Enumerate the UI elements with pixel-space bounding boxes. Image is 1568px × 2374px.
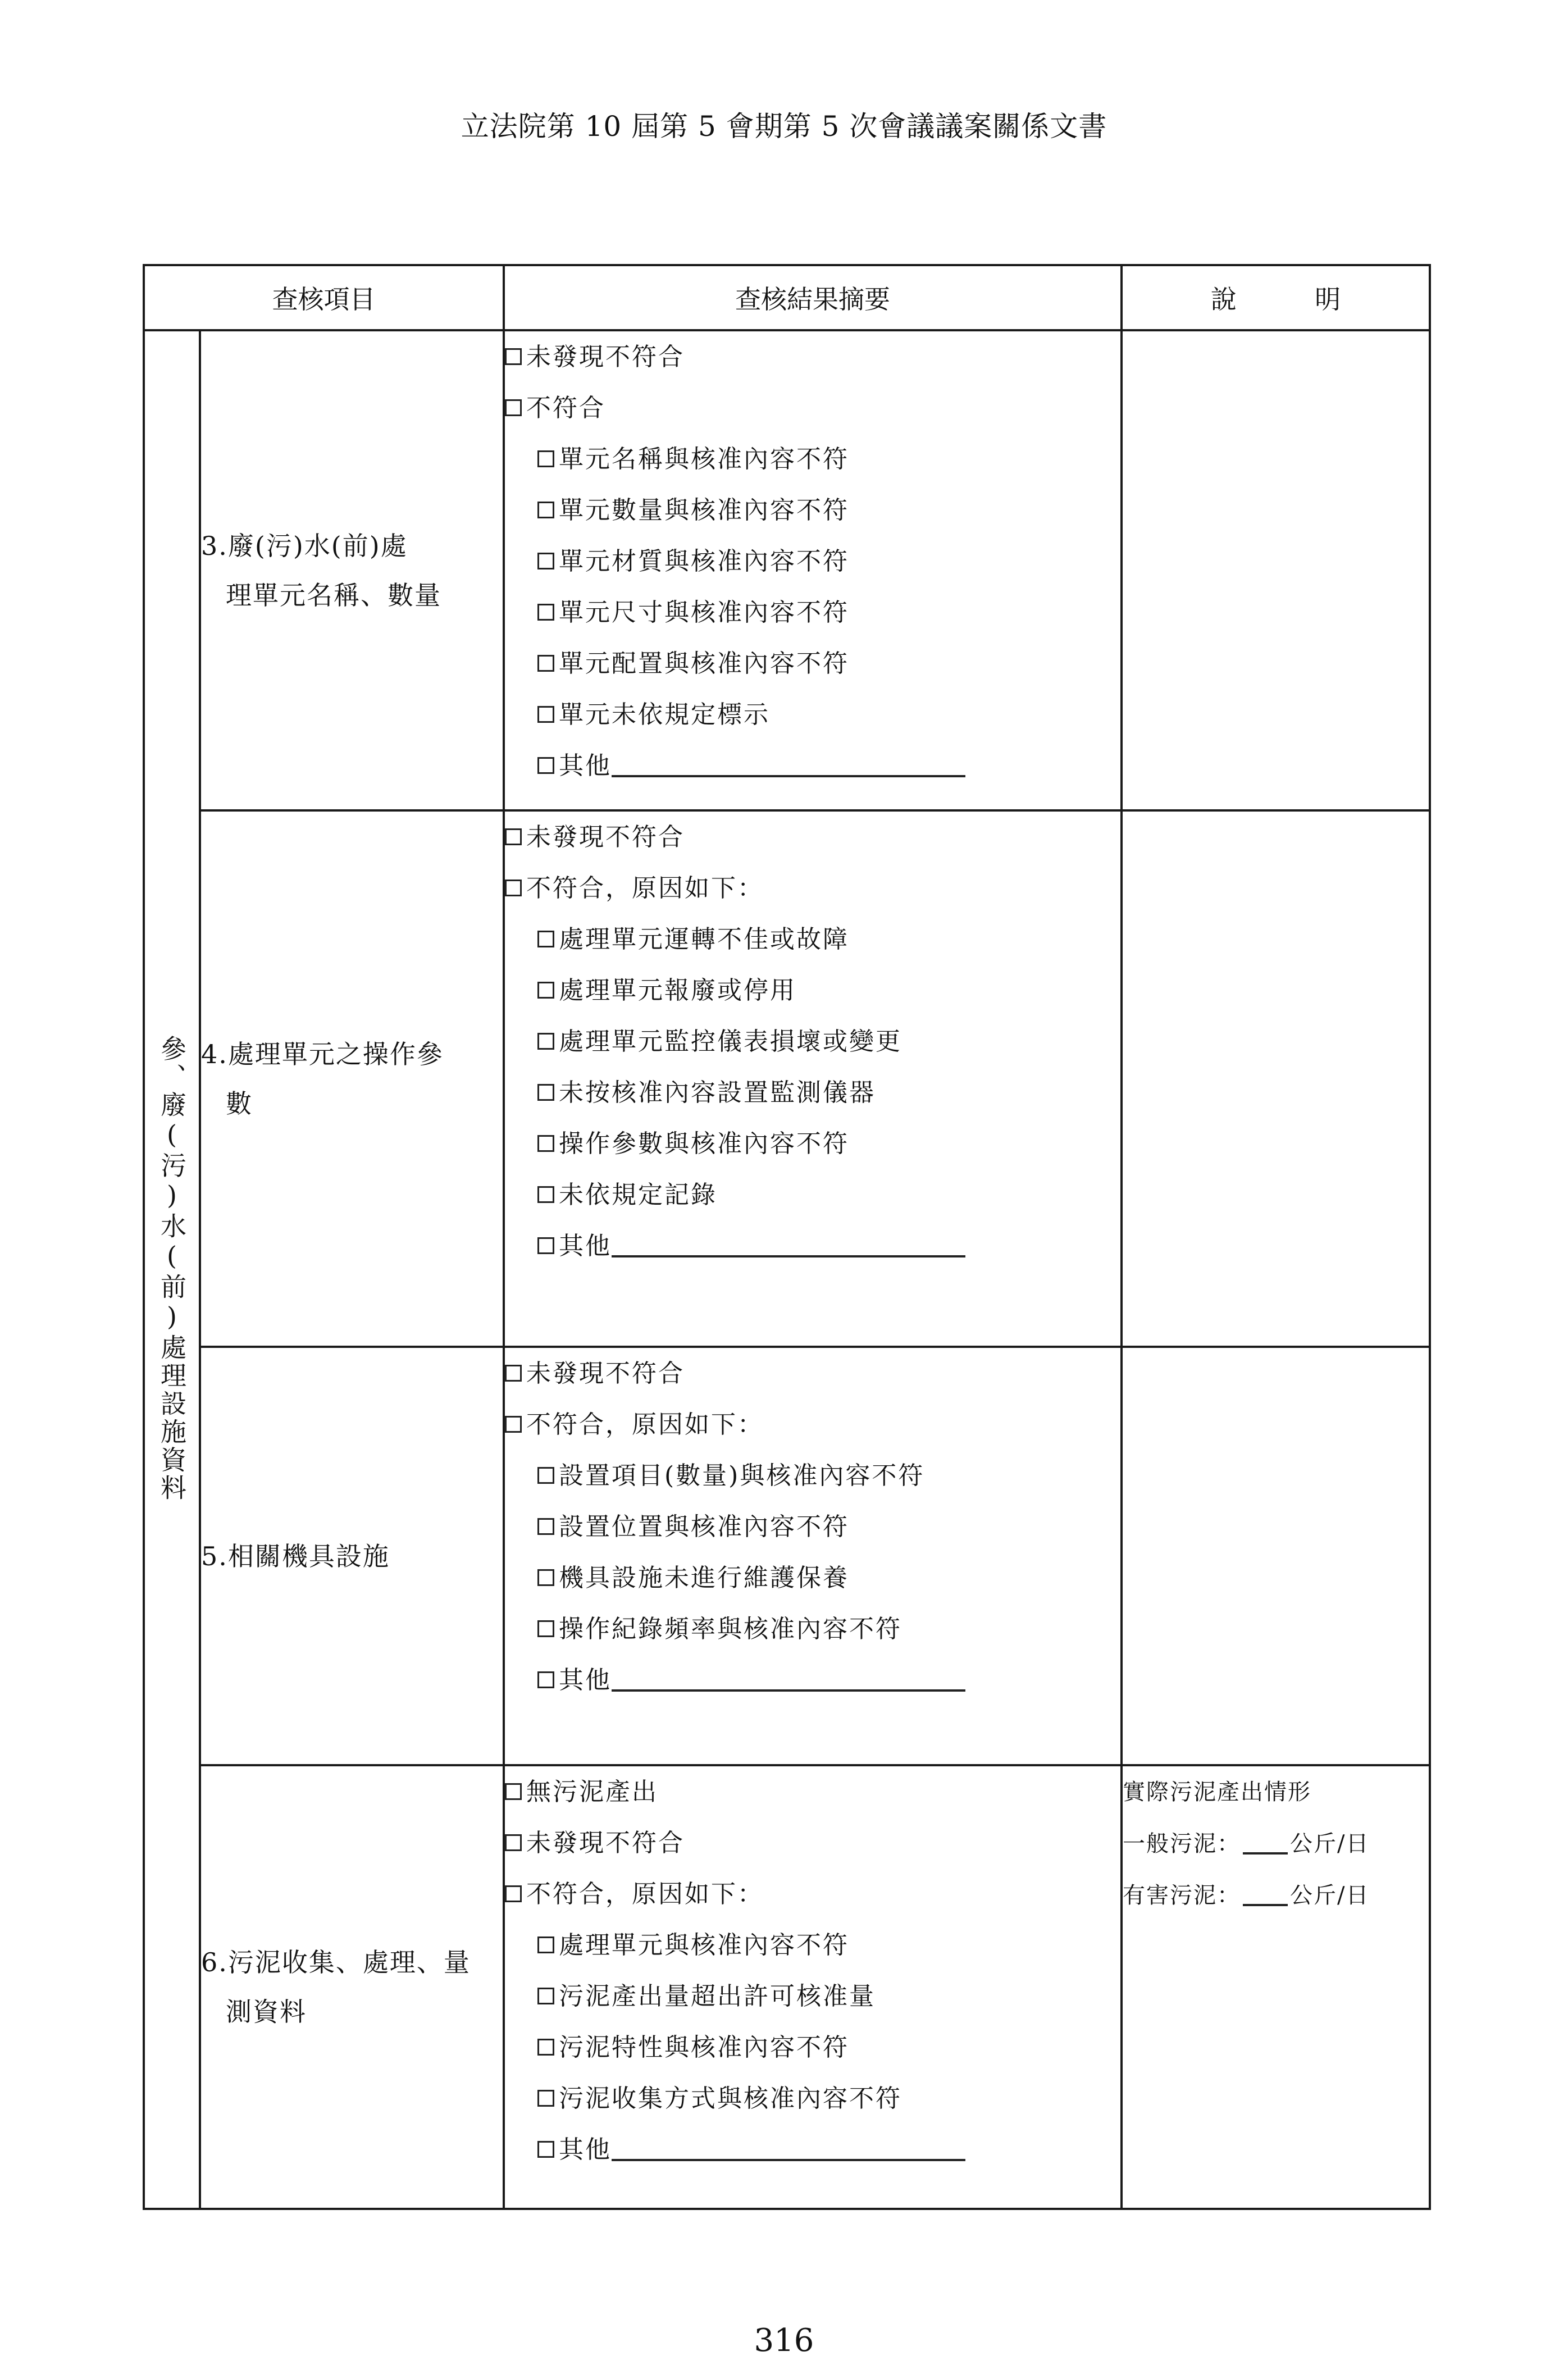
table-header-row xyxy=(144,265,1430,330)
document-header: 立法院第 10 屆第 5 會期第 5 次會議議案關係文書 xyxy=(461,110,1107,143)
item-label: 3.廢(污)水(前)處 xyxy=(201,530,408,561)
fill-in-blank[interactable] xyxy=(1243,1883,1288,1906)
checkbox-sub-option-other[interactable]: 其他 xyxy=(505,1220,1120,1272)
checkbox-icon[interactable] xyxy=(537,2039,554,2056)
checkbox-sub-option[interactable]: 操作紀錄頻率與核准內容不符 xyxy=(505,1603,1120,1655)
checkbox-sub-option[interactable]: 處理單元運轉不佳或故障 xyxy=(505,914,1120,965)
checkbox-sub-option[interactable]: 機具設施未進行維護保養 xyxy=(505,1552,1120,1603)
hazardous-sludge-line: 有害污泥： 公斤/日 xyxy=(1123,1883,1370,1908)
checkbox-icon[interactable] xyxy=(537,502,554,518)
checkbox-icon[interactable] xyxy=(537,2090,554,2107)
result-cell xyxy=(504,810,1122,1347)
checkbox-option[interactable]: 未發現不符合 xyxy=(505,1348,1120,1399)
checkbox-icon[interactable] xyxy=(537,655,554,672)
item-label: 數 xyxy=(226,1088,253,1119)
checkbox-icon[interactable] xyxy=(505,880,522,896)
checkbox-icon[interactable] xyxy=(537,604,554,621)
checkbox-sub-option[interactable]: 未按核准內容設置監測儀器 xyxy=(505,1067,1120,1118)
checkbox-sub-option[interactable]: 污泥特性與核准內容不符 xyxy=(505,2022,1120,2073)
fill-in-blank[interactable] xyxy=(612,2135,965,2161)
fill-in-blank[interactable] xyxy=(612,1232,965,1257)
checkbox-icon[interactable] xyxy=(537,1033,554,1050)
checkbox-option[interactable]: 未發現不符合 xyxy=(505,331,1120,382)
checkbox-icon[interactable] xyxy=(537,706,554,723)
table-row xyxy=(144,1765,1430,2209)
checkbox-icon[interactable] xyxy=(537,553,554,569)
checkbox-sub-option-other[interactable]: 其他 xyxy=(505,2124,1120,2175)
checkbox-icon[interactable] xyxy=(505,1885,522,1902)
item-label: 4.處理單元之操作參 xyxy=(201,1038,444,1069)
checkbox-icon[interactable] xyxy=(505,348,522,365)
item-cell xyxy=(200,330,504,810)
description-cell xyxy=(1122,330,1430,810)
column-header-description xyxy=(1122,265,1430,330)
page-number: 316 xyxy=(754,2322,814,2359)
checkbox-icon[interactable] xyxy=(537,450,554,467)
checkbox-sub-option-other[interactable]: 其他 xyxy=(505,1655,1120,1706)
checkbox-icon[interactable] xyxy=(505,399,522,416)
checkbox-option[interactable]: 不符合，原因如下： xyxy=(505,863,1120,914)
result-cell xyxy=(504,330,1122,810)
description-cell xyxy=(1122,810,1430,1347)
item-label: 6.污泥收集、處理、量 xyxy=(201,1947,471,1977)
item-label: 理單元名稱、數量 xyxy=(226,580,441,610)
column-header-item: 查核項目 xyxy=(144,265,504,330)
checkbox-icon[interactable] xyxy=(537,1186,554,1203)
checkbox-option[interactable]: 不符合，原因如下： xyxy=(505,1869,1120,1920)
checkbox-sub-option[interactable]: 單元配置與核准內容不符 xyxy=(505,638,1120,689)
checkbox-icon[interactable] xyxy=(537,1988,554,2004)
checkbox-icon[interactable] xyxy=(505,828,522,845)
item-cell xyxy=(200,1347,504,1765)
column-header-description-char-2: 明 xyxy=(1315,284,1341,315)
description-cell xyxy=(1122,1765,1430,2209)
column-header-result: 查核結果摘要 xyxy=(504,265,1122,330)
checkbox-option[interactable]: 不符合，原因如下： xyxy=(505,1399,1120,1450)
fill-in-blank[interactable] xyxy=(612,1666,965,1692)
checkbox-icon[interactable] xyxy=(537,2141,554,2158)
item-cell xyxy=(200,810,504,1347)
checkbox-icon[interactable] xyxy=(505,1416,522,1433)
item-label: 測資料 xyxy=(226,1997,307,2027)
checkbox-sub-option[interactable]: 處理單元報廢或停用 xyxy=(505,965,1120,1016)
sludge-output-title: 實際污泥產出情形 xyxy=(1123,1779,1311,1805)
checkbox-sub-option[interactable]: 處理單元與核准內容不符 xyxy=(505,1920,1120,1971)
checkbox-icon[interactable] xyxy=(537,1135,554,1152)
item-cell xyxy=(200,1765,504,2209)
checkbox-icon[interactable] xyxy=(537,1084,554,1101)
checkbox-icon[interactable] xyxy=(537,1671,554,1688)
checkbox-icon[interactable] xyxy=(537,1467,554,1484)
checkbox-option[interactable]: 不符合 xyxy=(505,382,1120,434)
fill-in-blank[interactable] xyxy=(612,751,965,777)
general-sludge-line: 一般污泥： 公斤/日 xyxy=(1123,1831,1370,1857)
checkbox-icon[interactable] xyxy=(505,1365,522,1382)
checkbox-sub-option-other[interactable]: 其他 xyxy=(505,740,1120,791)
result-cell xyxy=(504,1347,1122,1765)
checkbox-sub-option[interactable]: 設置位置與核准內容不符 xyxy=(505,1501,1120,1552)
checkbox-sub-option[interactable]: 設置項目(數量)與核准內容不符 xyxy=(505,1450,1120,1501)
checkbox-icon[interactable] xyxy=(537,1237,554,1254)
table-row xyxy=(144,1347,1430,1765)
table-row xyxy=(144,810,1430,1347)
checkbox-sub-option[interactable]: 未依規定記錄 xyxy=(505,1169,1120,1220)
checkbox-sub-option[interactable]: 污泥產出量超出許可核准量 xyxy=(505,1971,1120,2022)
fill-in-blank[interactable] xyxy=(1243,1831,1288,1854)
checkbox-sub-option[interactable]: 單元名稱與核准內容不符 xyxy=(505,434,1120,485)
checkbox-sub-option[interactable]: 操作參數與核准內容不符 xyxy=(505,1118,1120,1169)
checkbox-sub-option[interactable]: 單元未依規定標示 xyxy=(505,689,1120,740)
checkbox-icon[interactable] xyxy=(537,931,554,947)
checkbox-icon[interactable] xyxy=(537,1518,554,1535)
checkbox-sub-option[interactable]: 單元數量與核准內容不符 xyxy=(505,485,1120,536)
checkbox-icon[interactable] xyxy=(505,1834,522,1851)
section-label-cell xyxy=(144,330,200,2209)
item-label: 5.相關機具設施 xyxy=(201,1541,390,1571)
checkbox-option[interactable]: 無污泥產出 xyxy=(505,1766,1120,1817)
description-cell xyxy=(1122,1347,1430,1765)
section-label: 參、廢(污)水(前)處理設施資料 xyxy=(157,1035,187,1502)
checkbox-icon[interactable] xyxy=(537,982,554,999)
checkbox-sub-option[interactable]: 單元材質與核准內容不符 xyxy=(505,536,1120,587)
checkbox-option[interactable]: 未發現不符合 xyxy=(505,1817,1120,1869)
checkbox-option[interactable]: 未發現不符合 xyxy=(505,812,1120,863)
checkbox-icon[interactable] xyxy=(537,757,554,774)
table-row xyxy=(144,330,1430,810)
checkbox-sub-option[interactable]: 處理單元監控儀表損壞或變更 xyxy=(505,1016,1120,1067)
checkbox-icon[interactable] xyxy=(537,1620,554,1637)
checkbox-sub-option[interactable]: 單元尺寸與核准內容不符 xyxy=(505,587,1120,638)
column-header-description-char-1: 說 xyxy=(1210,284,1237,315)
checkbox-icon[interactable] xyxy=(505,1783,522,1800)
checkbox-icon[interactable] xyxy=(537,1936,554,1953)
audit-table xyxy=(143,264,1431,2210)
result-cell xyxy=(504,1765,1122,2209)
checkbox-sub-option[interactable]: 污泥收集方式與核准內容不符 xyxy=(505,2073,1120,2124)
checkbox-icon[interactable] xyxy=(537,1569,554,1586)
